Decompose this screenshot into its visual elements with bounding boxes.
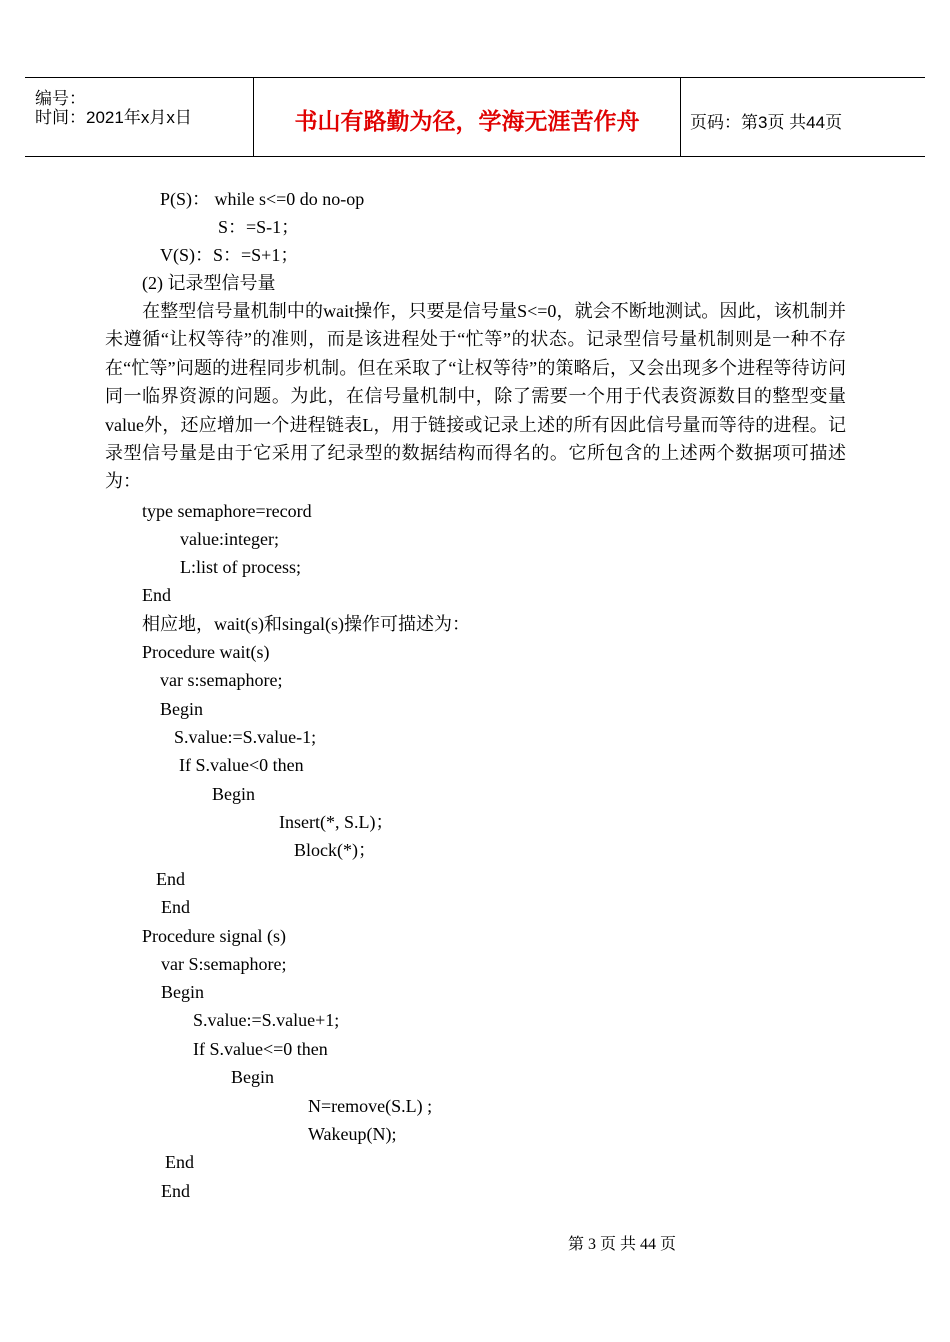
code-line: var S:semaphore;	[161, 954, 287, 974]
document-time-label: 时间：2021年x月x日	[35, 108, 192, 127]
document-number-label: 编号：	[35, 89, 86, 108]
code-line: Begin	[231, 1067, 274, 1087]
code-line: S.value:=S.value+1;	[193, 1010, 340, 1030]
code-line: var s:semaphore;	[160, 670, 283, 690]
code-line: Begin	[160, 699, 203, 719]
p-operation-line: P(S)： while s<=0 do no-op	[160, 189, 365, 209]
code-line: End	[142, 585, 171, 605]
code-line: L:list of process;	[180, 557, 301, 577]
header-page-info: 页码：第3页 共44页	[690, 113, 843, 132]
page-footer: 第 3 页 共 44 页	[568, 1236, 677, 1253]
code-line: Procedure signal (s)	[142, 926, 286, 946]
code-line: value:integer;	[180, 529, 279, 549]
code-line: End	[161, 1181, 190, 1201]
section-heading: (2) 记录型信号量	[142, 273, 276, 293]
code-line: If S.value<=0 then	[193, 1039, 328, 1059]
code-line: Insert(*, S.L)；	[279, 812, 394, 832]
code-line: N=remove(S.L) ;	[308, 1096, 433, 1116]
code-line: If S.value<0 then	[179, 755, 304, 775]
code-line: Wakeup(N);	[308, 1124, 397, 1144]
header-motto-cell	[253, 78, 681, 156]
code-line: Block(*)；	[294, 840, 376, 860]
code-line: type semaphore=record	[142, 501, 312, 521]
header-page-cell	[680, 78, 925, 156]
code-line: Procedure wait(s)	[142, 642, 270, 662]
code-line: End	[165, 1152, 194, 1172]
p-operation-line-2: S：=S-1；	[218, 217, 300, 237]
code-line: S.value:=S.value-1;	[174, 727, 317, 747]
code-line: End	[161, 897, 190, 917]
code-line: Begin	[161, 982, 204, 1002]
header-meta	[25, 78, 253, 156]
code-line: 相应地，wait(s)和singal(s)操作可描述为：	[142, 614, 470, 634]
v-operation-line: V(S)：S：=S+1；	[160, 245, 299, 265]
code-line: End	[156, 869, 185, 889]
code-line: Begin	[212, 784, 255, 804]
paragraph-text: 在整型信号量机制中的wait操作，只要是信号量S<=0，就会不断地测试。因此，该机制并未遵循“让权等待”的准则，而是该进程处于“忙等”的状态。记录型信号量机制则是一种不存在“忙等”问题的进程同步机制。但在采取了“让权等待”的策略后，又会出现多个进程等待访问同一临界资源的问题。为此，在信号量机制中，除了需要一个用于代表资源数目的整型变量value外，还应增加一个进程链表L，用于链接或记录上述的所有因此信号量而等待的进程。记录型信号量是由于它采用了纪录型的数据结构而得名的。它所包含的上述两个数据项可描述为：	[105, 301, 846, 492]
page-header	[25, 77, 925, 157]
header-motto: 书山有路勤为径，学海无涯苦作舟	[294, 109, 640, 135]
body-paragraph	[105, 297, 846, 496]
